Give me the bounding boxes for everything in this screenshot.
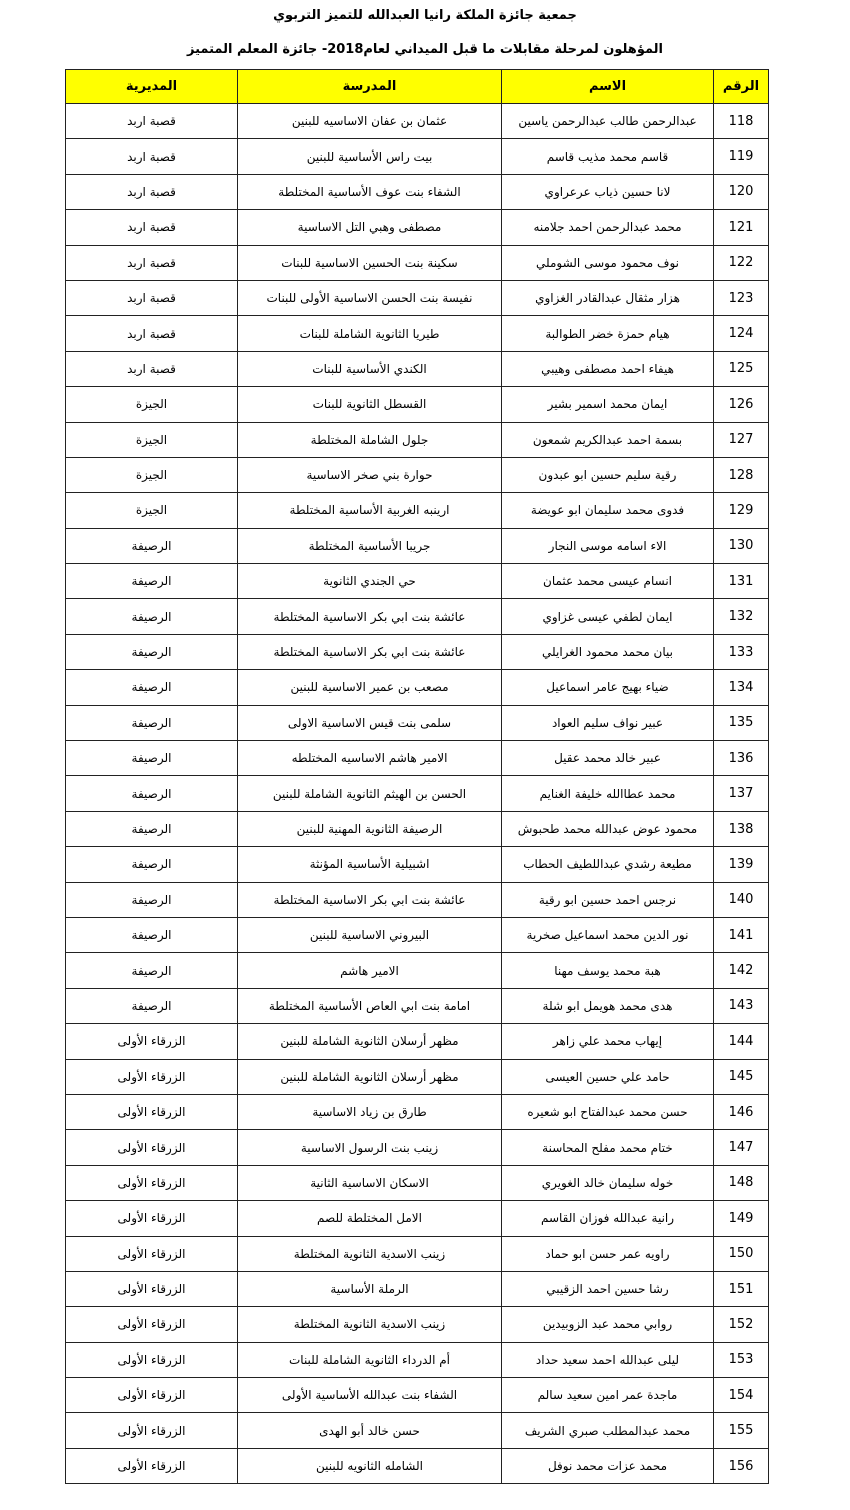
cell-name: مطيعة رشدي عبداللطيف الحطاب (502, 847, 714, 882)
cell-num: 137 (714, 776, 769, 811)
cell-num: 127 (714, 422, 769, 457)
cell-num: 126 (714, 387, 769, 422)
table-row (66, 104, 769, 139)
cell-num: 155 (714, 1413, 769, 1448)
cell-school: الكندي الأساسية للبنات (238, 351, 502, 386)
cell-name: الاء اسامه موسى النجار (502, 528, 714, 563)
header-school: المدرسة (238, 70, 502, 104)
cell-name: ختام محمد مفلح المحاسنة (502, 1130, 714, 1165)
table-row (66, 741, 769, 776)
table-row (66, 1094, 769, 1129)
cell-name: ماجدة عمر امين سعيد سالم (502, 1378, 714, 1413)
cell-name: هيفاء احمد مصطفى وهيبي (502, 351, 714, 386)
cell-school: الشامله الثانويه للبنين (238, 1448, 502, 1483)
table-row (66, 882, 769, 917)
cell-num: 145 (714, 1059, 769, 1094)
cell-name: محمد عطاالله خليفة الغنايم (502, 776, 714, 811)
cell-num: 125 (714, 351, 769, 386)
cell-school: مظهر أرسلان الثانوية الشاملة للبنين (238, 1024, 502, 1059)
cell-directorate: قصبة اربد (66, 351, 238, 386)
cell-name: نوف محمود موسى الشوملي (502, 245, 714, 280)
cell-directorate: الرصيفة (66, 953, 238, 988)
cell-school: الاسكان الاساسية الثانية (238, 1165, 502, 1200)
table-row (66, 1165, 769, 1200)
cell-school: حوارة بني صخر الاساسية (238, 457, 502, 492)
table-row (66, 953, 769, 988)
cell-directorate: قصبة اربد (66, 174, 238, 209)
cell-directorate: الرصيفة (66, 564, 238, 599)
table-row (66, 917, 769, 952)
cell-name: فدوى محمد سليمان ابو عويضة (502, 493, 714, 528)
cell-school: حي الجندي الثانوية (238, 564, 502, 599)
cell-school: عائشة بنت ابي بكر الاساسية المختلطة (238, 599, 502, 634)
cell-name: بسمة احمد عبدالكريم شمعون (502, 422, 714, 457)
table-row (66, 422, 769, 457)
cell-directorate: قصبة اربد (66, 104, 238, 139)
cell-school: جريبا الأساسية المختلطة (238, 528, 502, 563)
cell-num: 134 (714, 670, 769, 705)
cell-num: 129 (714, 493, 769, 528)
cell-num: 154 (714, 1378, 769, 1413)
cell-school: الامير هاشم (238, 953, 502, 988)
cell-num: 131 (714, 564, 769, 599)
cell-num: 156 (714, 1448, 769, 1483)
cell-school: الرملة الأساسية (238, 1271, 502, 1306)
cell-name: عبدالرحمن طالب عبدالرحمن ياسين (502, 104, 714, 139)
cell-school: القسطل الثانوية للبنات (238, 387, 502, 422)
table-header-row (66, 70, 769, 104)
table-row (66, 1448, 769, 1483)
cell-num: 135 (714, 705, 769, 740)
cell-directorate: الرصيفة (66, 741, 238, 776)
cell-num: 138 (714, 811, 769, 846)
cell-school: عائشة بنت ابي بكر الاساسية المختلطة (238, 634, 502, 669)
cell-directorate: الزرقاء الأولى (66, 1165, 238, 1200)
cell-directorate: قصبة اربد (66, 139, 238, 174)
cell-num: 121 (714, 210, 769, 245)
cell-name: رشا حسين احمد الزقيبي (502, 1271, 714, 1306)
table-row (66, 1201, 769, 1236)
cell-directorate: الرصيفة (66, 599, 238, 634)
cell-name: ليلى عبدالله احمد سعيد حداد (502, 1342, 714, 1377)
cell-school: سلمى بنت قيس الاساسية الاولى (238, 705, 502, 740)
cell-directorate: الزرقاء الأولى (66, 1448, 238, 1483)
cell-num: 118 (714, 104, 769, 139)
cell-school: الامل المختلطة للصم (238, 1201, 502, 1236)
cell-num: 122 (714, 245, 769, 280)
cell-directorate: الزرقاء الأولى (66, 1236, 238, 1271)
cell-directorate: الزرقاء الأولى (66, 1130, 238, 1165)
cell-num: 147 (714, 1130, 769, 1165)
cell-num: 120 (714, 174, 769, 209)
cell-directorate: الزرقاء الأولى (66, 1271, 238, 1306)
cell-directorate: الرصيفة (66, 634, 238, 669)
cell-school: طيريا الثانوية الشاملة للبنات (238, 316, 502, 351)
cell-name: رقية سليم حسين ابو عبدون (502, 457, 714, 492)
cell-directorate: الجيزة (66, 387, 238, 422)
table-row (66, 387, 769, 422)
cell-school: مظهر أرسلان الثانوية الشاملة للبنين (238, 1059, 502, 1094)
cell-directorate: الرصيفة (66, 776, 238, 811)
cell-num: 123 (714, 280, 769, 315)
table-row (66, 1271, 769, 1306)
cell-school: زينب الاسدية الثانوية المختلطة (238, 1236, 502, 1271)
cell-school: الحسن بن الهيثم الثانوية الشاملة للبنين (238, 776, 502, 811)
cell-name: هدى محمد هويمل ابو شلة (502, 988, 714, 1023)
cell-directorate: الزرقاء الأولى (66, 1342, 238, 1377)
table-body (66, 104, 769, 1484)
cell-school: جلول الشاملة المختلطة (238, 422, 502, 457)
document-title: جمعية جائزة الملكة رانيا العبدالله للتميز التربوي (273, 8, 577, 23)
cell-num: 146 (714, 1094, 769, 1129)
cell-num: 144 (714, 1024, 769, 1059)
table-row (66, 847, 769, 882)
cell-num: 119 (714, 139, 769, 174)
cell-school: الشفاء بنت عوف الأساسية المختلطة (238, 174, 502, 209)
table-row (66, 245, 769, 280)
cell-directorate: الزرقاء الأولى (66, 1059, 238, 1094)
table-row (66, 139, 769, 174)
cell-num: 124 (714, 316, 769, 351)
cell-school: حسن خالد أبو الهدى (238, 1413, 502, 1448)
cell-school: الامير هاشم الاساسيه المختلطه (238, 741, 502, 776)
document-subtitle: المؤهلون لمرحلة مقابلات ما قبل الميداني لعام2018- جائزة المعلم المتميز (186, 42, 664, 57)
table-row (66, 280, 769, 315)
table-row (66, 1413, 769, 1448)
cell-num: 148 (714, 1165, 769, 1200)
cell-school: زينب الاسدية الثانوية المختلطة (238, 1307, 502, 1342)
cell-directorate: الرصيفة (66, 917, 238, 952)
table-row (66, 1024, 769, 1059)
cell-num: 142 (714, 953, 769, 988)
table-row (66, 351, 769, 386)
cell-directorate: الرصيفة (66, 811, 238, 846)
cell-num: 151 (714, 1271, 769, 1306)
cell-name: ضياء بهيج عامر اسماعيل (502, 670, 714, 705)
cell-directorate: الرصيفة (66, 705, 238, 740)
cell-num: 139 (714, 847, 769, 882)
cell-school: مصطفى وهبي التل الاساسية (238, 210, 502, 245)
cell-name: رانية عبدالله فوزان القاسم (502, 1201, 714, 1236)
cell-name: محمود عوض عبدالله محمد طحبوش (502, 811, 714, 846)
cell-num: 152 (714, 1307, 769, 1342)
cell-num: 132 (714, 599, 769, 634)
cell-name: محمد عزات محمد نوفل (502, 1448, 714, 1483)
cell-name: نور الدين محمد اسماعيل صخرية (502, 917, 714, 952)
cell-directorate: الرصيفة (66, 670, 238, 705)
cell-directorate: الرصيفة (66, 528, 238, 563)
cell-directorate: الجيزة (66, 457, 238, 492)
cell-name: هزار مثقال عبدالقادر الغزاوي (502, 280, 714, 315)
cell-name: خوله سليمان خالد الغويري (502, 1165, 714, 1200)
cell-school: زينب بنت الرسول الاساسية (238, 1130, 502, 1165)
cell-school: نفيسة بنت الحسن الاساسية الأولى للبنات (238, 280, 502, 315)
table-row (66, 1378, 769, 1413)
cell-directorate: الزرقاء الأولى (66, 1024, 238, 1059)
table-row (66, 811, 769, 846)
cell-directorate: قصبة اربد (66, 245, 238, 280)
cell-name: روابي محمد عبد الزوبيدين (502, 1307, 714, 1342)
cell-directorate: الرصيفة (66, 847, 238, 882)
cell-name: عبير خالد محمد عقيل (502, 741, 714, 776)
cell-num: 128 (714, 457, 769, 492)
header-directorate: المديرية (66, 70, 238, 104)
cell-num: 140 (714, 882, 769, 917)
cell-school: أم الدرداء الثانوية الشاملة للبنات (238, 1342, 502, 1377)
cell-name: ايمان لطفي عيسى غزاوي (502, 599, 714, 634)
cell-school: ارينبه الغربية الأساسية المختلطة (238, 493, 502, 528)
table-row (66, 599, 769, 634)
cell-name: قاسم محمد مذيب قاسم (502, 139, 714, 174)
cell-school: الشفاء بنت عبدالله الأساسية الأولى (238, 1378, 502, 1413)
cell-name: بيان محمد محمود الغرايلي (502, 634, 714, 669)
table-row (66, 670, 769, 705)
cell-school: اشبيلية الأساسية المؤنثة (238, 847, 502, 882)
cell-school: سكينة بنت الحسين الاساسية للبنات (238, 245, 502, 280)
cell-directorate: الجيزة (66, 493, 238, 528)
cell-num: 130 (714, 528, 769, 563)
cell-directorate: قصبة اربد (66, 210, 238, 245)
cell-directorate: الرصيفة (66, 988, 238, 1023)
table-row (66, 316, 769, 351)
cell-directorate: الزرقاء الأولى (66, 1094, 238, 1129)
cell-name: ايمان محمد اسمير بشير (502, 387, 714, 422)
cell-num: 143 (714, 988, 769, 1023)
table-row (66, 1130, 769, 1165)
table-row (66, 1236, 769, 1271)
cell-num: 153 (714, 1342, 769, 1377)
header-num: الرقم (714, 70, 769, 104)
cell-name: هيام حمزة خضر الطوالبة (502, 316, 714, 351)
table-row (66, 174, 769, 209)
table-row (66, 210, 769, 245)
table-row (66, 1307, 769, 1342)
cell-directorate: الجيزة (66, 422, 238, 457)
cell-directorate: الزرقاء الأولى (66, 1201, 238, 1236)
table-row (66, 457, 769, 492)
cell-school: طارق بن زياد الاساسية (238, 1094, 502, 1129)
cell-school: الرصيفة الثانوية المهنية للبنين (238, 811, 502, 846)
table-row (66, 1059, 769, 1094)
cell-directorate: الزرقاء الأولى (66, 1307, 238, 1342)
table-row (66, 988, 769, 1023)
table-row (66, 564, 769, 599)
cell-directorate: الرصيفة (66, 882, 238, 917)
table-row (66, 1342, 769, 1377)
cell-school: مصعب بن عمير الاساسية للبنين (238, 670, 502, 705)
table-row (66, 493, 769, 528)
table-row (66, 705, 769, 740)
cell-num: 149 (714, 1201, 769, 1236)
cell-name: حامد علي حسين العيسى (502, 1059, 714, 1094)
cell-directorate: الزرقاء الأولى (66, 1378, 238, 1413)
cell-directorate: قصبة اربد (66, 316, 238, 351)
cell-name: حسن محمد عبدالفتاح ابو شعيره (502, 1094, 714, 1129)
cell-num: 141 (714, 917, 769, 952)
cell-name: نرجس احمد حسين ابو رقية (502, 882, 714, 917)
cell-school: بيت راس الأساسية للبنين (238, 139, 502, 174)
cell-name: إيهاب محمد علي زاهر (502, 1024, 714, 1059)
cell-school: البيروني الاساسية للبنين (238, 917, 502, 952)
cell-name: محمد عبدالرحمن احمد جلامنه (502, 210, 714, 245)
header-name: الاسم (502, 70, 714, 104)
cell-num: 136 (714, 741, 769, 776)
table-row (66, 776, 769, 811)
cell-directorate: الزرقاء الأولى (66, 1413, 238, 1448)
cell-name: راويه عمر حسن ابو حماد (502, 1236, 714, 1271)
cell-name: هبة محمد يوسف مهنا (502, 953, 714, 988)
table-row (66, 528, 769, 563)
cell-name: لانا حسين ذياب عرعراوي (502, 174, 714, 209)
cell-school: عثمان بن عفان الاساسيه للبنين (238, 104, 502, 139)
cell-name: محمد عبدالمطلب صبري الشريف (502, 1413, 714, 1448)
table-row (66, 634, 769, 669)
cell-num: 133 (714, 634, 769, 669)
cell-num: 150 (714, 1236, 769, 1271)
candidates-table (65, 69, 769, 1484)
cell-school: عائشة بنت ابي بكر الاساسية المختلطة (238, 882, 502, 917)
cell-school: امامة بنت ابي العاص الأساسية المختلطة (238, 988, 502, 1023)
cell-name: انسام عيسى محمد عثمان (502, 564, 714, 599)
cell-name: عبير نواف سليم العواد (502, 705, 714, 740)
cell-directorate: قصبة اربد (66, 280, 238, 315)
